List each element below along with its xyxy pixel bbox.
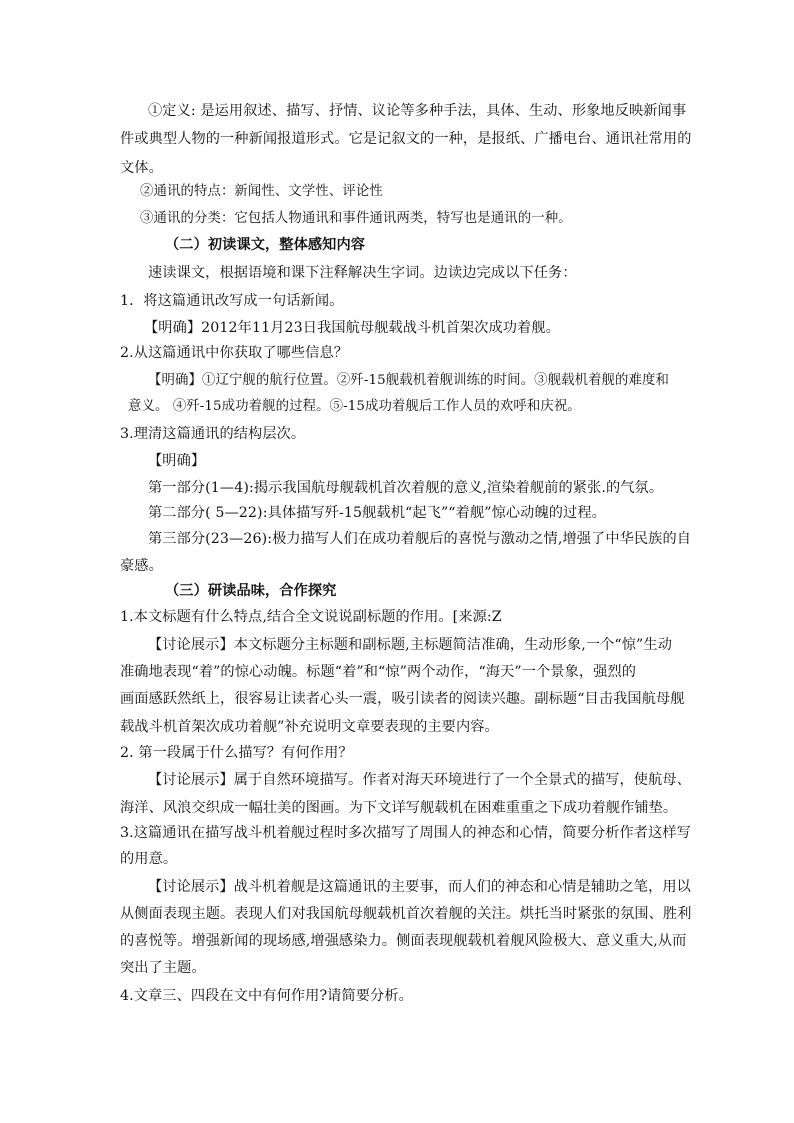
discussion-1-line-1: 【讨论展示】本文标题分主标题和副标题,主标题简洁准确，生动形象,一个“惊”生动 — [148, 637, 672, 653]
explore-question-3-line-2: 的用意。 — [120, 851, 178, 867]
question-2: 2.从这篇通讯中你获取了哪些信息？ — [120, 345, 349, 361]
structure-part-3-line-1: 第三部分(23—26):极力描写人们在成功着舰后的喜悦与激动之情,增强了中华民族的自 — [148, 531, 692, 547]
answer-2-line-2: 意义。 ④歼-15成功着舰的过程。⑤-15成功着舰后工作人员的欢呼和庆祝。 — [128, 399, 581, 414]
section-heading-3: （三）研读品味，合作探究 — [165, 583, 337, 599]
discussion-3-line-2: 从侧面表现主题。表现人们对我国航母舰载机首次着舰的关注。烘托当时紧张的氛围、胜利 — [120, 906, 692, 922]
classification-line: ③通讯的分类：它包括人物通讯和事件通讯两类，特写也是通讯的一种。 — [140, 211, 572, 226]
explore-question-1: 1.本文标题有什么特点,结合全文说说副标题的作用。[来源:Z — [120, 609, 502, 625]
discussion-2-line-1: 【讨论展示】属于自然环境描写。作者对海天环境进行了一个全景式的描写，使航母、 — [148, 772, 691, 788]
structure-part-1: 第一部分(1—4):揭示我国航母舰载机首次着舰的意义,渲染着舰前的紧张.的气氛。 — [148, 480, 664, 496]
definition-line-2: 件或典型人物的一种新闻报道形式。它是记叙文的一种，是报纸、广播电台、通讯社常用的 — [120, 131, 692, 147]
discussion-1-line-4: 载战斗机首架次成功着舰”补充说明文章要表现的主要内容。 — [120, 719, 499, 735]
answer-2-line-1: 【明确】①辽宁舰的航行位置。②歼-15舰载机着舰训练的时间。③舰载机着舰的难度和 — [148, 373, 670, 388]
explore-question-2: 2. 第一段属于什么描写？有何作用？ — [120, 745, 353, 761]
explore-question-4: 4.文章三、四段在文中有何作用?请简要分析。 — [120, 988, 413, 1004]
discussion-2-line-2: 海洋、风浪交织成一幅壮美的图画。为下文详写舰载机在困难重重之下成功着舰作铺垫。 — [120, 800, 678, 816]
structure-part-3-line-2: 豪感。 — [120, 558, 163, 574]
reading-intro: 速读课文，根据语境和课下注释解决生字词。边读边完成以下任务： — [148, 265, 577, 281]
answer-3-label: 【明确】 — [148, 453, 206, 469]
question-1: 1．将这篇通讯改写成一句话新闻。 — [120, 293, 344, 309]
discussion-3-line-1: 【讨论展示】战斗机着舰是这篇通讯的主要事，而人们的神态和心情是辅助之笔，用以 — [148, 879, 691, 895]
definition-line-1: ①定义: 是运用叙述、描写、抒情、议论等多种手法，具体、生动、形象地反映新闻事 — [148, 103, 687, 119]
discussion-3-line-3: 的喜悦等。增强新闻的现场感,增强感染力。侧面表现舰载机着舰风险极大、意义重大,从而 — [120, 933, 687, 949]
section-heading-2: （二）初读课文，整体感知内容 — [165, 237, 366, 253]
answer-1: 【明确】2012年11月23日我国航母舰载战斗机首架次成功着舰。 — [144, 320, 560, 336]
explore-question-3-line-1: 3.这篇通讯在描写战斗机着舰过程时多次描写了周围人的神态和心情，简要分析作者这样写 — [120, 825, 691, 841]
structure-part-2: 第二部分( 5—22):具体描写歼-15舰载机“起飞”“着舰”惊心动魄的过程。 — [148, 505, 606, 521]
features-line: ②通讯的特点：新闻性、文学性、评论性 — [140, 184, 383, 199]
definition-line-3: 文体。 — [120, 160, 163, 176]
discussion-3-line-4: 突出了主题。 — [120, 960, 206, 976]
discussion-1-line-3: 画面感跃然纸上，很容易让读者心头一震，吸引读者的阅读兴趣。副标题“目击我国航母舰 — [120, 691, 685, 707]
discussion-1-line-2: 准确地表现“着”的惊心动魄。标题“着”和“惊”两个动作，“海天”一个景象，强烈的 — [120, 664, 637, 680]
question-3: 3.理清这篇通讯的结构层次。 — [120, 426, 306, 442]
